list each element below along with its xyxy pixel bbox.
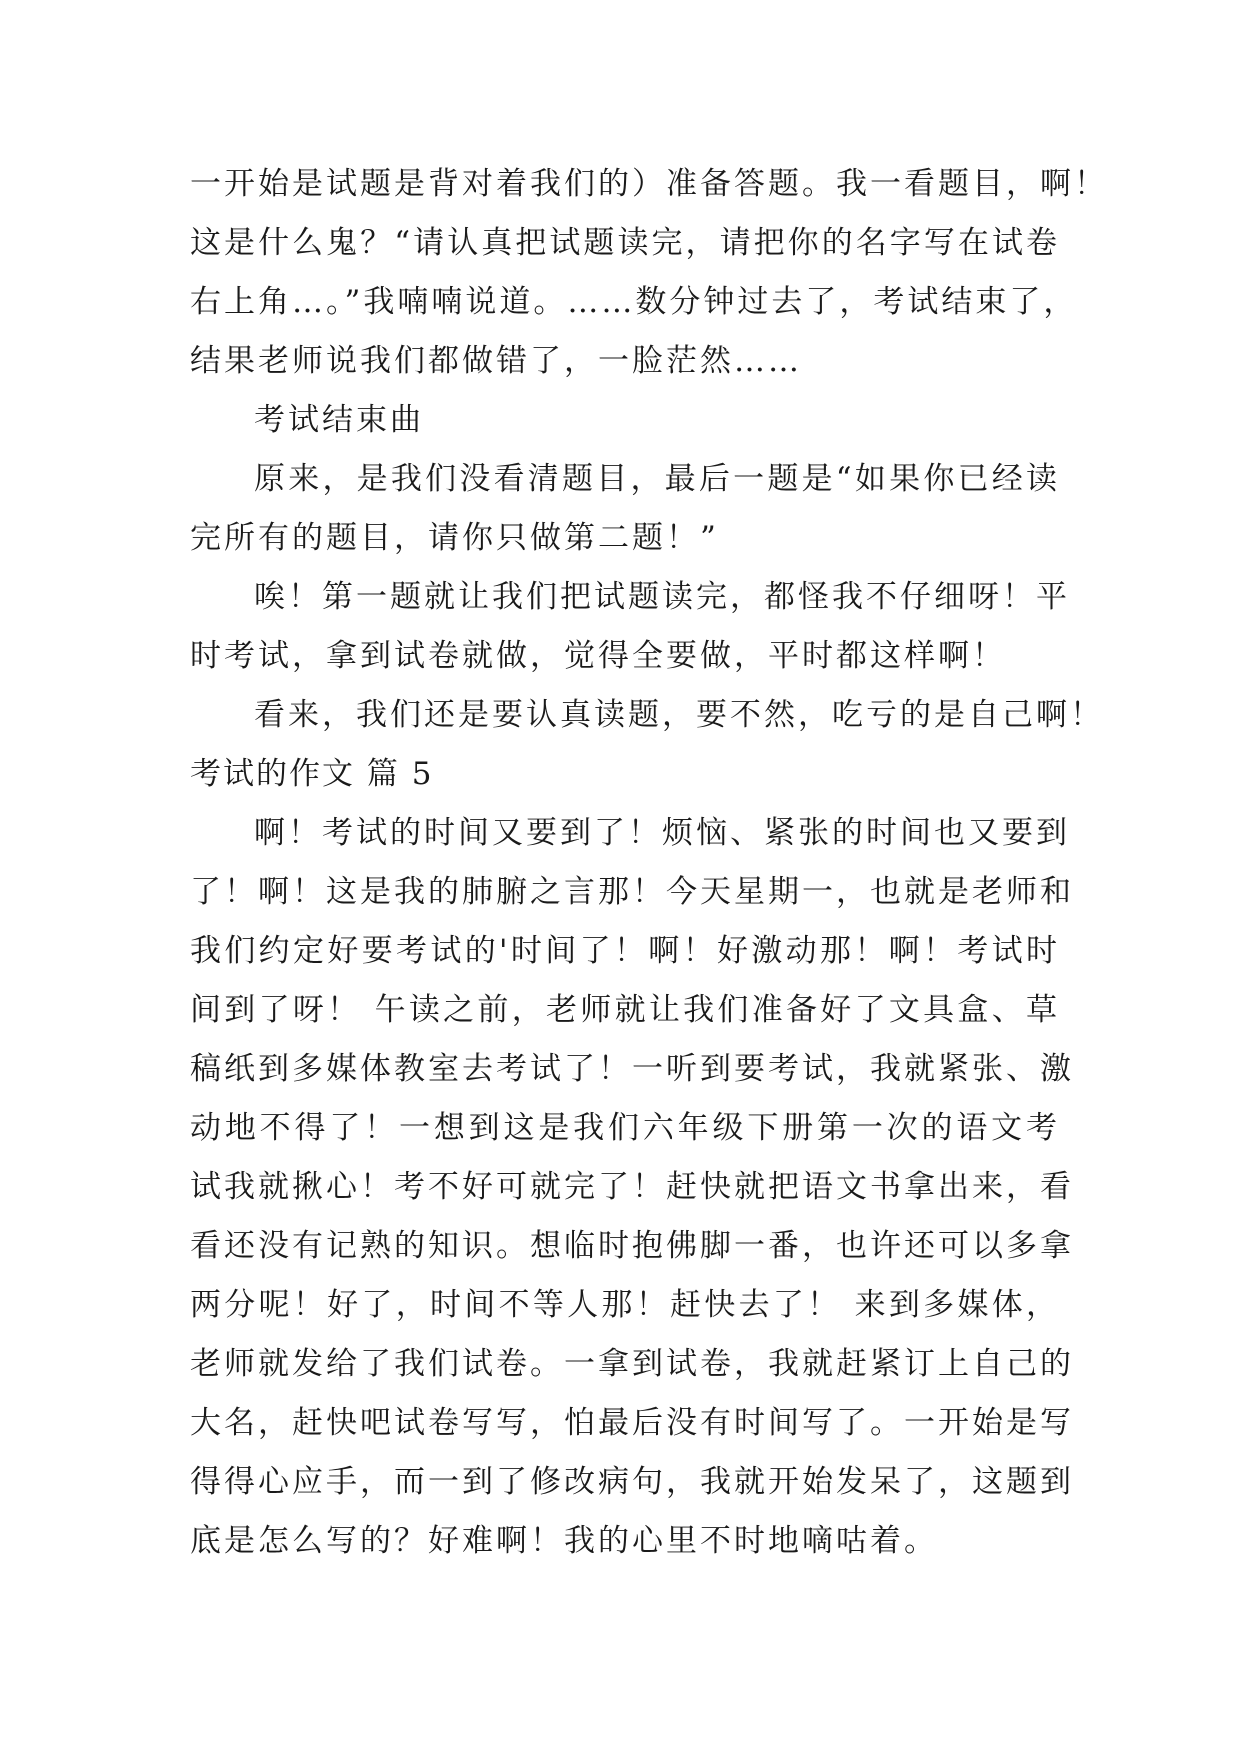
text-line: 间到了呀！ 午读之前，老师就让我们准备好了文具盒、草 — [190, 992, 1060, 1028]
text-line: 啊！考试的时间又要到了！烦恼、紧张的时间也又要到 — [254, 815, 1070, 851]
text-line: 看来，我们还是要认真读题，要不然，吃亏的是自己啊！ — [254, 697, 1104, 733]
text-line: 右上角…。”我喃喃说道。……数分钟过去了，考试结束了， — [190, 284, 1078, 320]
section-heading: 考试的作文 篇 5 — [190, 756, 434, 792]
text-line: 考试结束曲 — [254, 402, 424, 438]
text-line: 了！啊！这是我的肺腑之言那！今天星期一，也就是老师和 — [190, 874, 1074, 910]
text-line: 看还没有记熟的知识。想临时抱佛脚一番，也许还可以多拿 — [190, 1228, 1074, 1264]
document-body — [190, 155, 1108, 1571]
text-line: 时考试，拿到试卷就做，觉得全要做，平时都这样啊！ — [190, 638, 1006, 674]
text-line: 我们约定好要考试的'时间了！啊！好激动那！啊！考试时 — [190, 933, 1060, 969]
text-line: 得得心应手，而一到了修改病句，我就开始发呆了，这题到 — [190, 1464, 1074, 1500]
text-line: 老师就发给了我们试卷。一拿到试卷，我就赶紧订上自己的 — [190, 1346, 1074, 1382]
text-line: 底是怎么写的？好难啊！我的心里不时地嘀咕着。 — [190, 1523, 938, 1559]
text-line: 完所有的题目，请你只做第二题！” — [190, 520, 719, 556]
text-line: 唉！第一题就让我们把试题读完，都怪我不仔细呀！平 — [254, 579, 1070, 615]
text-line: 试我就揪心！考不好可就完了！赶快就把语文书拿出来，看 — [190, 1169, 1074, 1205]
text-line: 动地不得了！一想到这是我们六年级下册第一次的语文考 — [190, 1110, 1060, 1146]
text-line: 原来，是我们没看清题目，最后一题是“如果你已经读 — [254, 461, 1060, 497]
text-line: 一开始是试题是背对着我们的）准备答题。我一看题目，啊！ — [190, 166, 1108, 202]
text-line: 大名，赶快吧试卷写写，怕最后没有时间写了。一开始是写 — [190, 1405, 1074, 1441]
text-line: 这是什么鬼？“请认真把试题读完，请把你的名字写在试卷 — [190, 225, 1060, 261]
text-line: 两分呢！好了，时间不等人那！赶快去了！ 来到多媒体， — [190, 1287, 1060, 1323]
text-line: 结果老师说我们都做错了，一脸茫然…… — [190, 343, 802, 379]
text-line: 稿纸到多媒体教室去考试了！一听到要考试，我就紧张、激 — [190, 1051, 1074, 1087]
